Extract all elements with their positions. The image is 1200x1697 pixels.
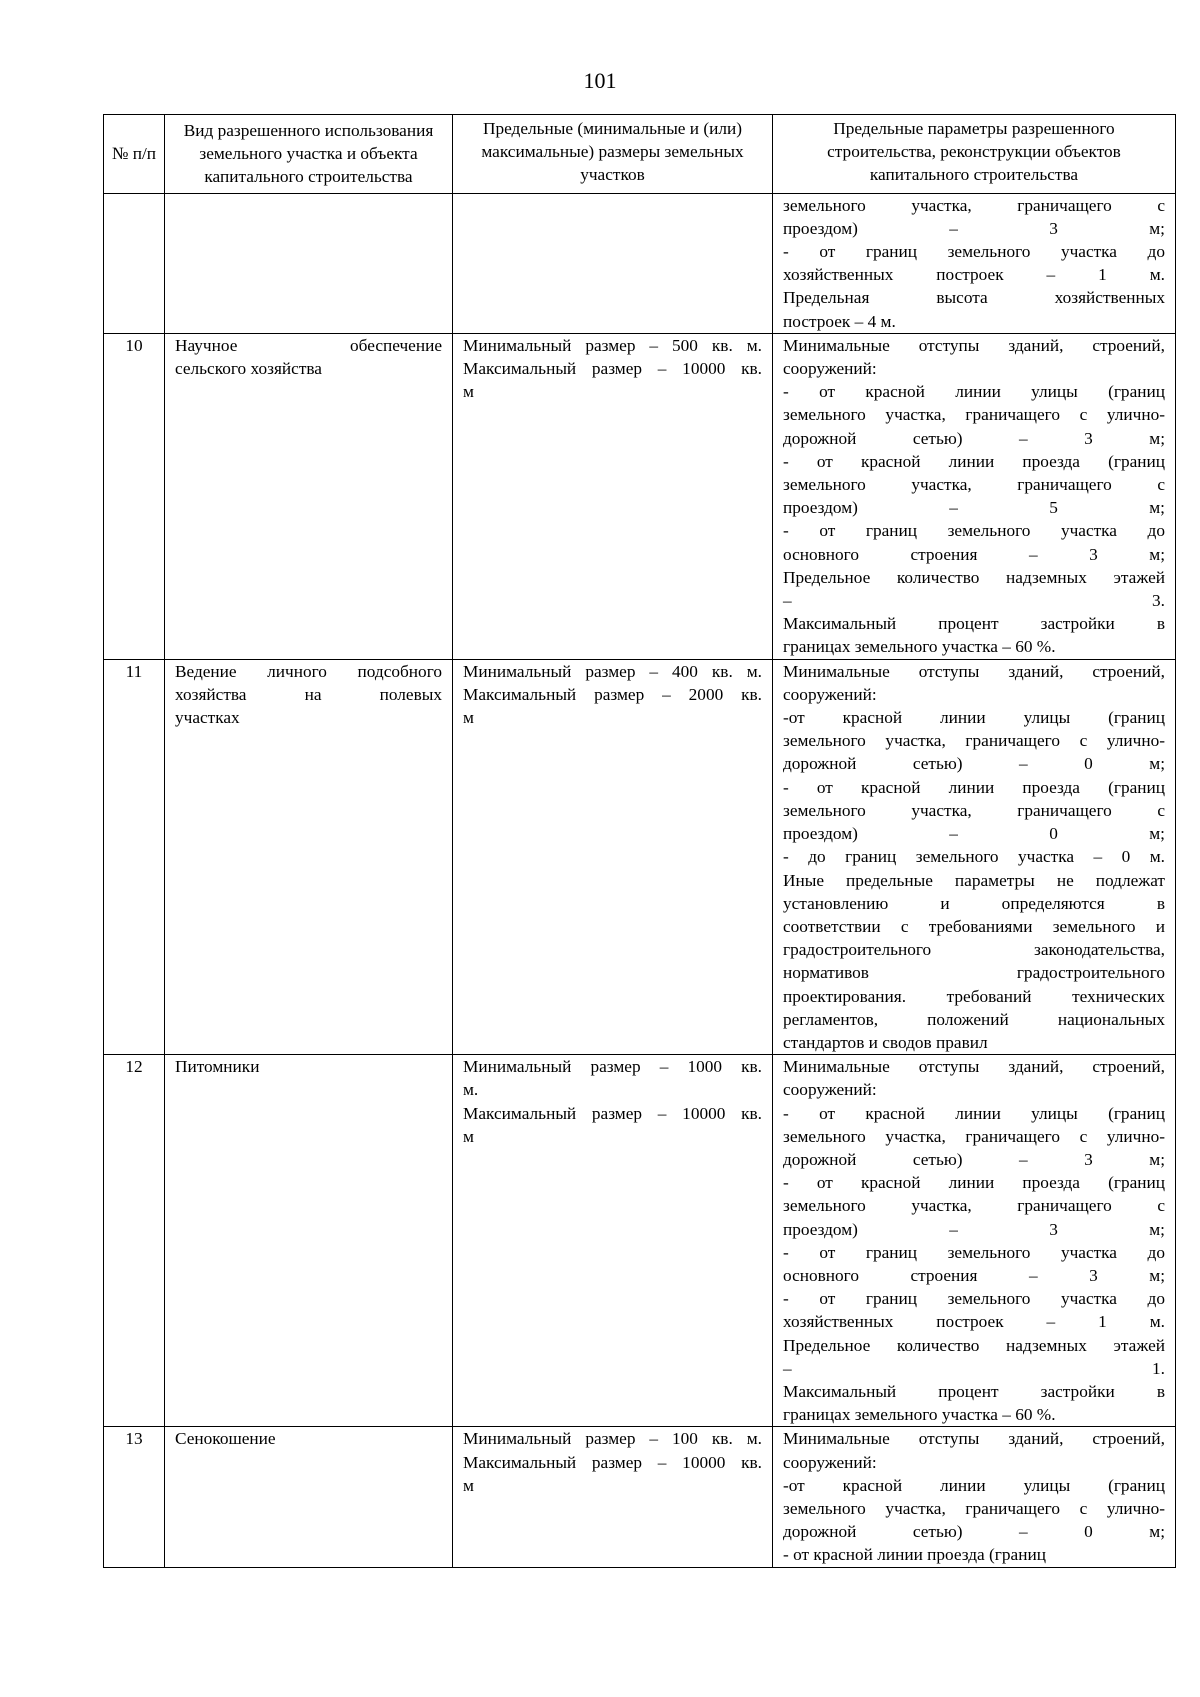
construction-params-cell-line: Минимальные отступы зданий, строений, xyxy=(783,661,1165,681)
construction-params-cell-line: - от красной линии проезда (границ xyxy=(783,451,1165,471)
plot-size-cell-line: м xyxy=(463,708,474,728)
construction-params-cell-line: проездом) – 3 м; xyxy=(783,1219,1165,1239)
header-num: № п/п xyxy=(104,115,165,194)
construction-params-cell-line: - от границ земельного участка до xyxy=(783,521,1165,541)
plot-size-cell xyxy=(453,659,773,1054)
header-sizes: Предельные (минимальные и (или) максимальные) размеры земельных участков xyxy=(453,115,773,194)
construction-params-cell-line: земельного участка, граничащего с улично- xyxy=(783,1126,1165,1146)
construction-params-cell-line: Предельное количество надземных этажей xyxy=(783,567,1165,587)
construction-params-cell-line: дорожной сетью) – 0 м; xyxy=(783,1522,1165,1542)
construction-params-cell-line: - от границ земельного участка до xyxy=(783,242,1165,262)
construction-params-cell-line: Иные предельные параметры не подлежат xyxy=(783,870,1165,890)
construction-params-cell-line: – 3. xyxy=(783,591,1165,611)
use-type-cell-line: хозяйства на полевых xyxy=(175,684,442,704)
plot-size-cell-line: Максимальный размер – 2000 кв. xyxy=(463,684,762,704)
construction-params-cell-line: нормативов градостроительного xyxy=(783,963,1165,983)
use-type-cell-line: сельского хозяйства xyxy=(175,359,322,379)
construction-params-cell-line: Минимальные отступы зданий, строений, xyxy=(783,1429,1165,1449)
construction-params-cell-line: стандартов и сводов правил xyxy=(783,1032,988,1052)
construction-params-cell xyxy=(773,1055,1176,1427)
construction-params-cell-line: проездом) – 3 м; xyxy=(783,218,1165,238)
row-number: 11 xyxy=(104,659,165,1054)
use-type-cell xyxy=(165,193,453,333)
plot-size-cell-line: Минимальный размер – 100 кв. м. xyxy=(463,1429,762,1449)
construction-params-cell-line: земельного участка, граничащего с xyxy=(783,1196,1165,1216)
construction-params-cell-line: - от красной линии улицы (границ xyxy=(783,382,1165,402)
construction-params-cell-line: сооружений: xyxy=(783,1452,877,1472)
construction-params-cell-line: - от красной линии проезда (границ xyxy=(783,777,1165,797)
construction-params-cell-line: - от красной линии проезда (границ xyxy=(783,1173,1165,1193)
construction-params-cell-line: проездом) – 5 м; xyxy=(783,498,1165,518)
construction-params-cell xyxy=(773,333,1176,659)
construction-params-cell-line: дорожной сетью) – 3 м; xyxy=(783,1149,1165,1169)
construction-params-cell-line: - от красной линии улицы (границ xyxy=(783,1103,1165,1123)
plot-size-cell-line: м. xyxy=(463,1080,479,1100)
construction-params-cell-line: сооружений: xyxy=(783,359,877,379)
table-row xyxy=(104,1427,1176,1567)
plot-size-cell-line: м xyxy=(463,1126,474,1146)
construction-params-cell-line: основного строения – 3 м; xyxy=(783,1265,1165,1285)
plot-size-cell-line: Максимальный размер – 10000 кв. xyxy=(463,1452,762,1472)
plot-size-cell xyxy=(453,193,773,333)
construction-params-cell-line: Предельное количество надземных этажей xyxy=(783,1335,1165,1355)
construction-params-cell-line: проездом) – 0 м; xyxy=(783,824,1165,844)
construction-params-cell-line: сооружений: xyxy=(783,684,877,704)
construction-params-cell-line: - до границ земельного участка – 0 м. xyxy=(783,847,1165,867)
construction-params-cell-line: хозяйственных построек – 1 м. xyxy=(783,1312,1165,1332)
construction-params-cell-line: Максимальный процент застройки в xyxy=(783,614,1165,634)
construction-params-cell-line: – 1. xyxy=(783,1358,1165,1378)
construction-params-cell-line: Максимальный процент застройки в xyxy=(783,1381,1165,1401)
construction-params-cell-line: проектирования. требований технических xyxy=(783,986,1165,1006)
table-header-row xyxy=(104,115,1176,194)
construction-params-cell-line: дорожной сетью) – 0 м; xyxy=(783,754,1165,774)
header-params: Предельные параметры разрешенного строительства, реконструкции объектов капитального строительства xyxy=(773,115,1176,194)
use-type-cell xyxy=(165,1055,453,1427)
use-type-cell xyxy=(165,333,453,659)
plot-size-cell-line: Минимальный размер – 500 кв. м. xyxy=(463,335,762,355)
plot-size-cell xyxy=(453,333,773,659)
construction-params-cell-line: - от красной линии проезда (границ xyxy=(783,1545,1046,1565)
construction-params-cell-line: установлению и определяются в xyxy=(783,893,1165,913)
construction-params-cell-line: -от красной линии улицы (границ xyxy=(783,708,1165,728)
table-row xyxy=(104,1055,1176,1427)
construction-params-cell-line: дорожной сетью) – 3 м; xyxy=(783,428,1165,448)
row-number: 13 xyxy=(104,1427,165,1567)
construction-params-cell-line: земельного участка, граничащего с xyxy=(783,475,1165,495)
row-number: 10 xyxy=(104,333,165,659)
plot-size-cell-line: Минимальный размер – 1000 кв. xyxy=(463,1057,762,1077)
table-row xyxy=(104,193,1176,333)
construction-params-cell-line: земельного участка, граничащего с улично- xyxy=(783,1498,1165,1518)
plot-size-cell xyxy=(453,1055,773,1427)
use-type-cell xyxy=(165,1427,453,1567)
construction-params-cell-line: границах земельного участка – 60 %. xyxy=(783,1405,1056,1425)
use-type-cell-line: участках xyxy=(175,708,240,728)
construction-params-cell-line: основного строения – 3 м; xyxy=(783,544,1165,564)
construction-params-cell-line: земельного участка, граничащего с xyxy=(783,800,1165,820)
plot-size-cell-line: Минимальный размер – 400 кв. м. xyxy=(463,661,762,681)
construction-params-cell-line: построек – 4 м. xyxy=(783,311,896,331)
use-type-cell-line: Сенокошение xyxy=(175,1429,276,1449)
construction-params-cell-line: соответствии с требованиями земельного и xyxy=(783,916,1165,936)
construction-params-cell-line: -от красной линии улицы (границ xyxy=(783,1475,1165,1495)
row-number xyxy=(104,193,165,333)
construction-params-cell-line: Минимальные отступы зданий, строений, xyxy=(783,335,1165,355)
plot-size-cell-line: Максимальный размер – 10000 кв. xyxy=(463,1103,762,1123)
construction-params-cell-line: - от границ земельного участка до xyxy=(783,1289,1165,1309)
construction-params-cell-line: Минимальные отступы зданий, строений, xyxy=(783,1057,1165,1077)
construction-params-cell-line: хозяйственных построек – 1 м. xyxy=(783,265,1165,285)
construction-params-cell xyxy=(773,1427,1176,1567)
plot-size-cell-line: м xyxy=(463,382,474,402)
construction-params-cell-line: градостроительного законодательства, xyxy=(783,940,1165,960)
construction-params-cell-line: земельного участка, граничащего с улично- xyxy=(783,731,1165,751)
use-type-cell-line: Научное обеспечение xyxy=(175,335,442,355)
construction-params-cell-line: Предельная высота хозяйственных xyxy=(783,288,1165,308)
row-number: 12 xyxy=(104,1055,165,1427)
table-row xyxy=(104,333,1176,659)
construction-params-cell xyxy=(773,659,1176,1054)
construction-params-cell-line: границах земельного участка – 60 %. xyxy=(783,637,1056,657)
construction-params-cell-line: - от границ земельного участка до xyxy=(783,1242,1165,1262)
construction-params-cell-line: земельного участка, граничащего с улично- xyxy=(783,405,1165,425)
plot-size-cell xyxy=(453,1427,773,1567)
use-type-cell-line: Ведение личного подсобного xyxy=(175,661,442,681)
construction-params-cell-line: земельного участка, граничащего с xyxy=(783,195,1165,215)
land-use-table xyxy=(103,114,1176,1568)
header-use: Вид разрешенного использования земельного участка и объекта капитального строительства xyxy=(165,115,453,194)
construction-params-cell-line: регламентов, положений национальных xyxy=(783,1009,1165,1029)
plot-size-cell-line: м xyxy=(463,1475,474,1495)
use-type-cell xyxy=(165,659,453,1054)
table-row xyxy=(104,659,1176,1054)
construction-params-cell xyxy=(773,193,1176,333)
use-type-cell-line: Питомники xyxy=(175,1057,260,1077)
plot-size-cell-line: Максимальный размер – 10000 кв. xyxy=(463,359,762,379)
page-number: 101 xyxy=(583,68,617,93)
construction-params-cell-line: сооружений: xyxy=(783,1080,877,1100)
